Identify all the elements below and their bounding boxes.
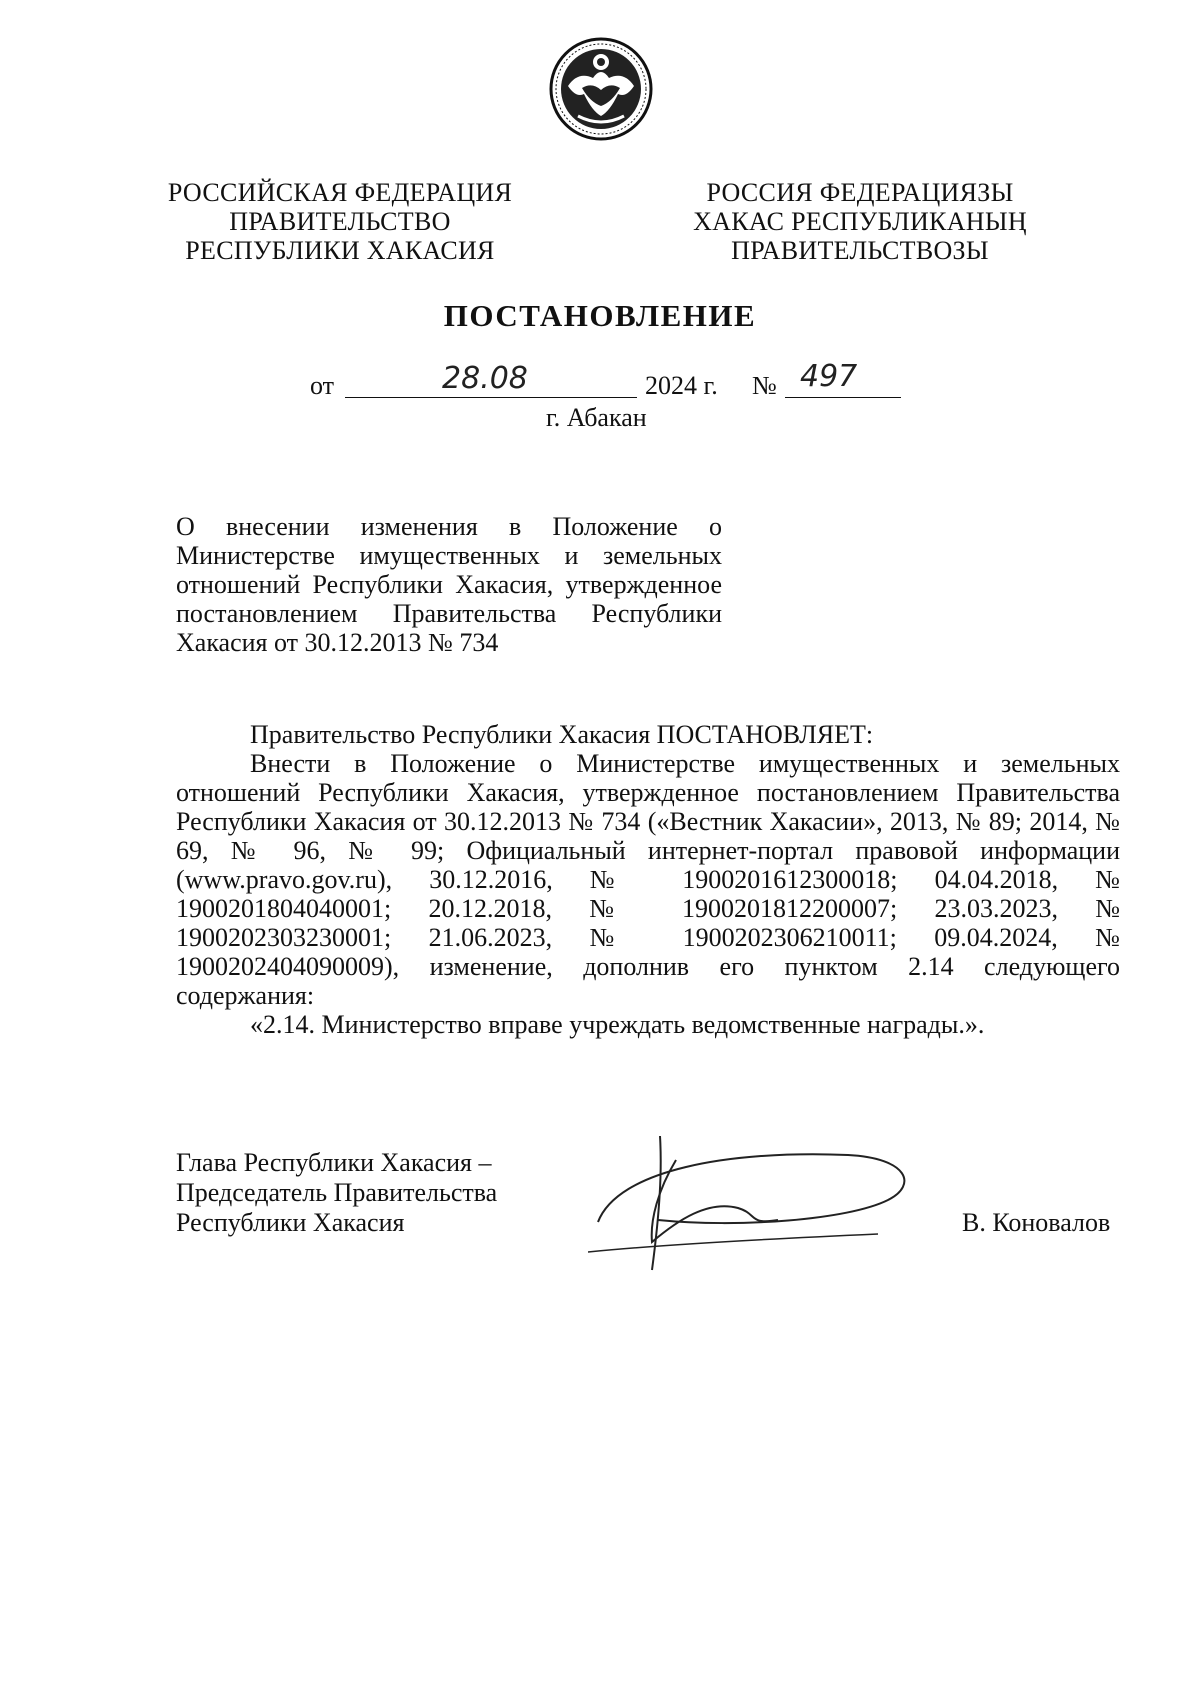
signer-name: В. Коновалов [962,1208,1111,1237]
number-label: № [752,371,777,400]
year-label: 2024 г. [645,371,718,400]
document-body [176,720,1120,1039]
header-khakas [680,178,1040,265]
number-underline [785,397,901,398]
signer-position [176,1148,497,1238]
header-left-line-3: РЕСПУБЛИКИ ХАКАСИЯ [185,236,495,265]
quote-paragraph: «2.14. Министерство вправе учреждать ведомственные награды.». [250,1010,985,1039]
city-label: г. Абакан [546,403,647,432]
header-left-line-1: РОССИЙСКАЯ ФЕДЕРАЦИЯ [167,178,513,207]
document-subject: О внесении изменения в Положение о Министерстве имущественных и земельных отношений Республики Хакасия, утвержденное постановлением Правительства Республики Хакасия от 30.12.2013 № 734 [176,512,722,657]
handwritten-date: 28.08 [442,361,528,396]
handwritten-signature-icon [588,1130,918,1272]
handwritten-number: 497 [800,359,858,394]
preamble-paragraph: Правительство Республики Хакасия ПОСТАНОВЛЯЕТ: [250,720,874,749]
signer-line-1: Глава Республики Хакасия – [176,1148,492,1177]
date-number-line [0,359,1200,405]
date-underline [345,397,637,398]
document-title: ПОСТАНОВЛЕНИЕ [443,298,757,333]
header-right-line-2: ХАКАС РЕСПУБЛИКАНЫҢ [693,207,1027,236]
header-russian [160,178,520,265]
signer-line-3: Республики Хакасия [176,1208,405,1237]
from-label: от [310,371,335,400]
coat-of-arms-emblem-icon [548,36,654,142]
signer-line-2: Председатель Правительства [176,1178,498,1207]
header-left-line-2: ПРАВИТЕЛЬСТВО [229,207,451,236]
header-right-line-3: ПРАВИТЕЛЬСТВОЗЫ [731,236,989,265]
main-paragraph: Внести в Положение о Министерстве имущественных и земельных отношений Республики Хакасия, утвержденное постановлением Правительства Республики Хакасия от 30.12.2013 № 734 («Вестник Хакасии», 2013, № 89; 2014, № 69, № 96, № 99; Официальный интернет-портал правовой информации (www.pravo.gov.ru), 30.12.2016, № 1900201612300018; 04.04.2018, № 1900201804040001; 20.12.2018, № 1900201812200007; 23.03.2023, № 1900202303230001; 21.06.2023, № 1900202306210011; 09.04.2024, № 1900202404090009), изменение, дополнив его пунктом 2.14 следующего содержания: [176,749,1120,1010]
header-right-line-1: РОССИЯ ФЕДЕРАЦИЯЗЫ [706,178,1014,207]
